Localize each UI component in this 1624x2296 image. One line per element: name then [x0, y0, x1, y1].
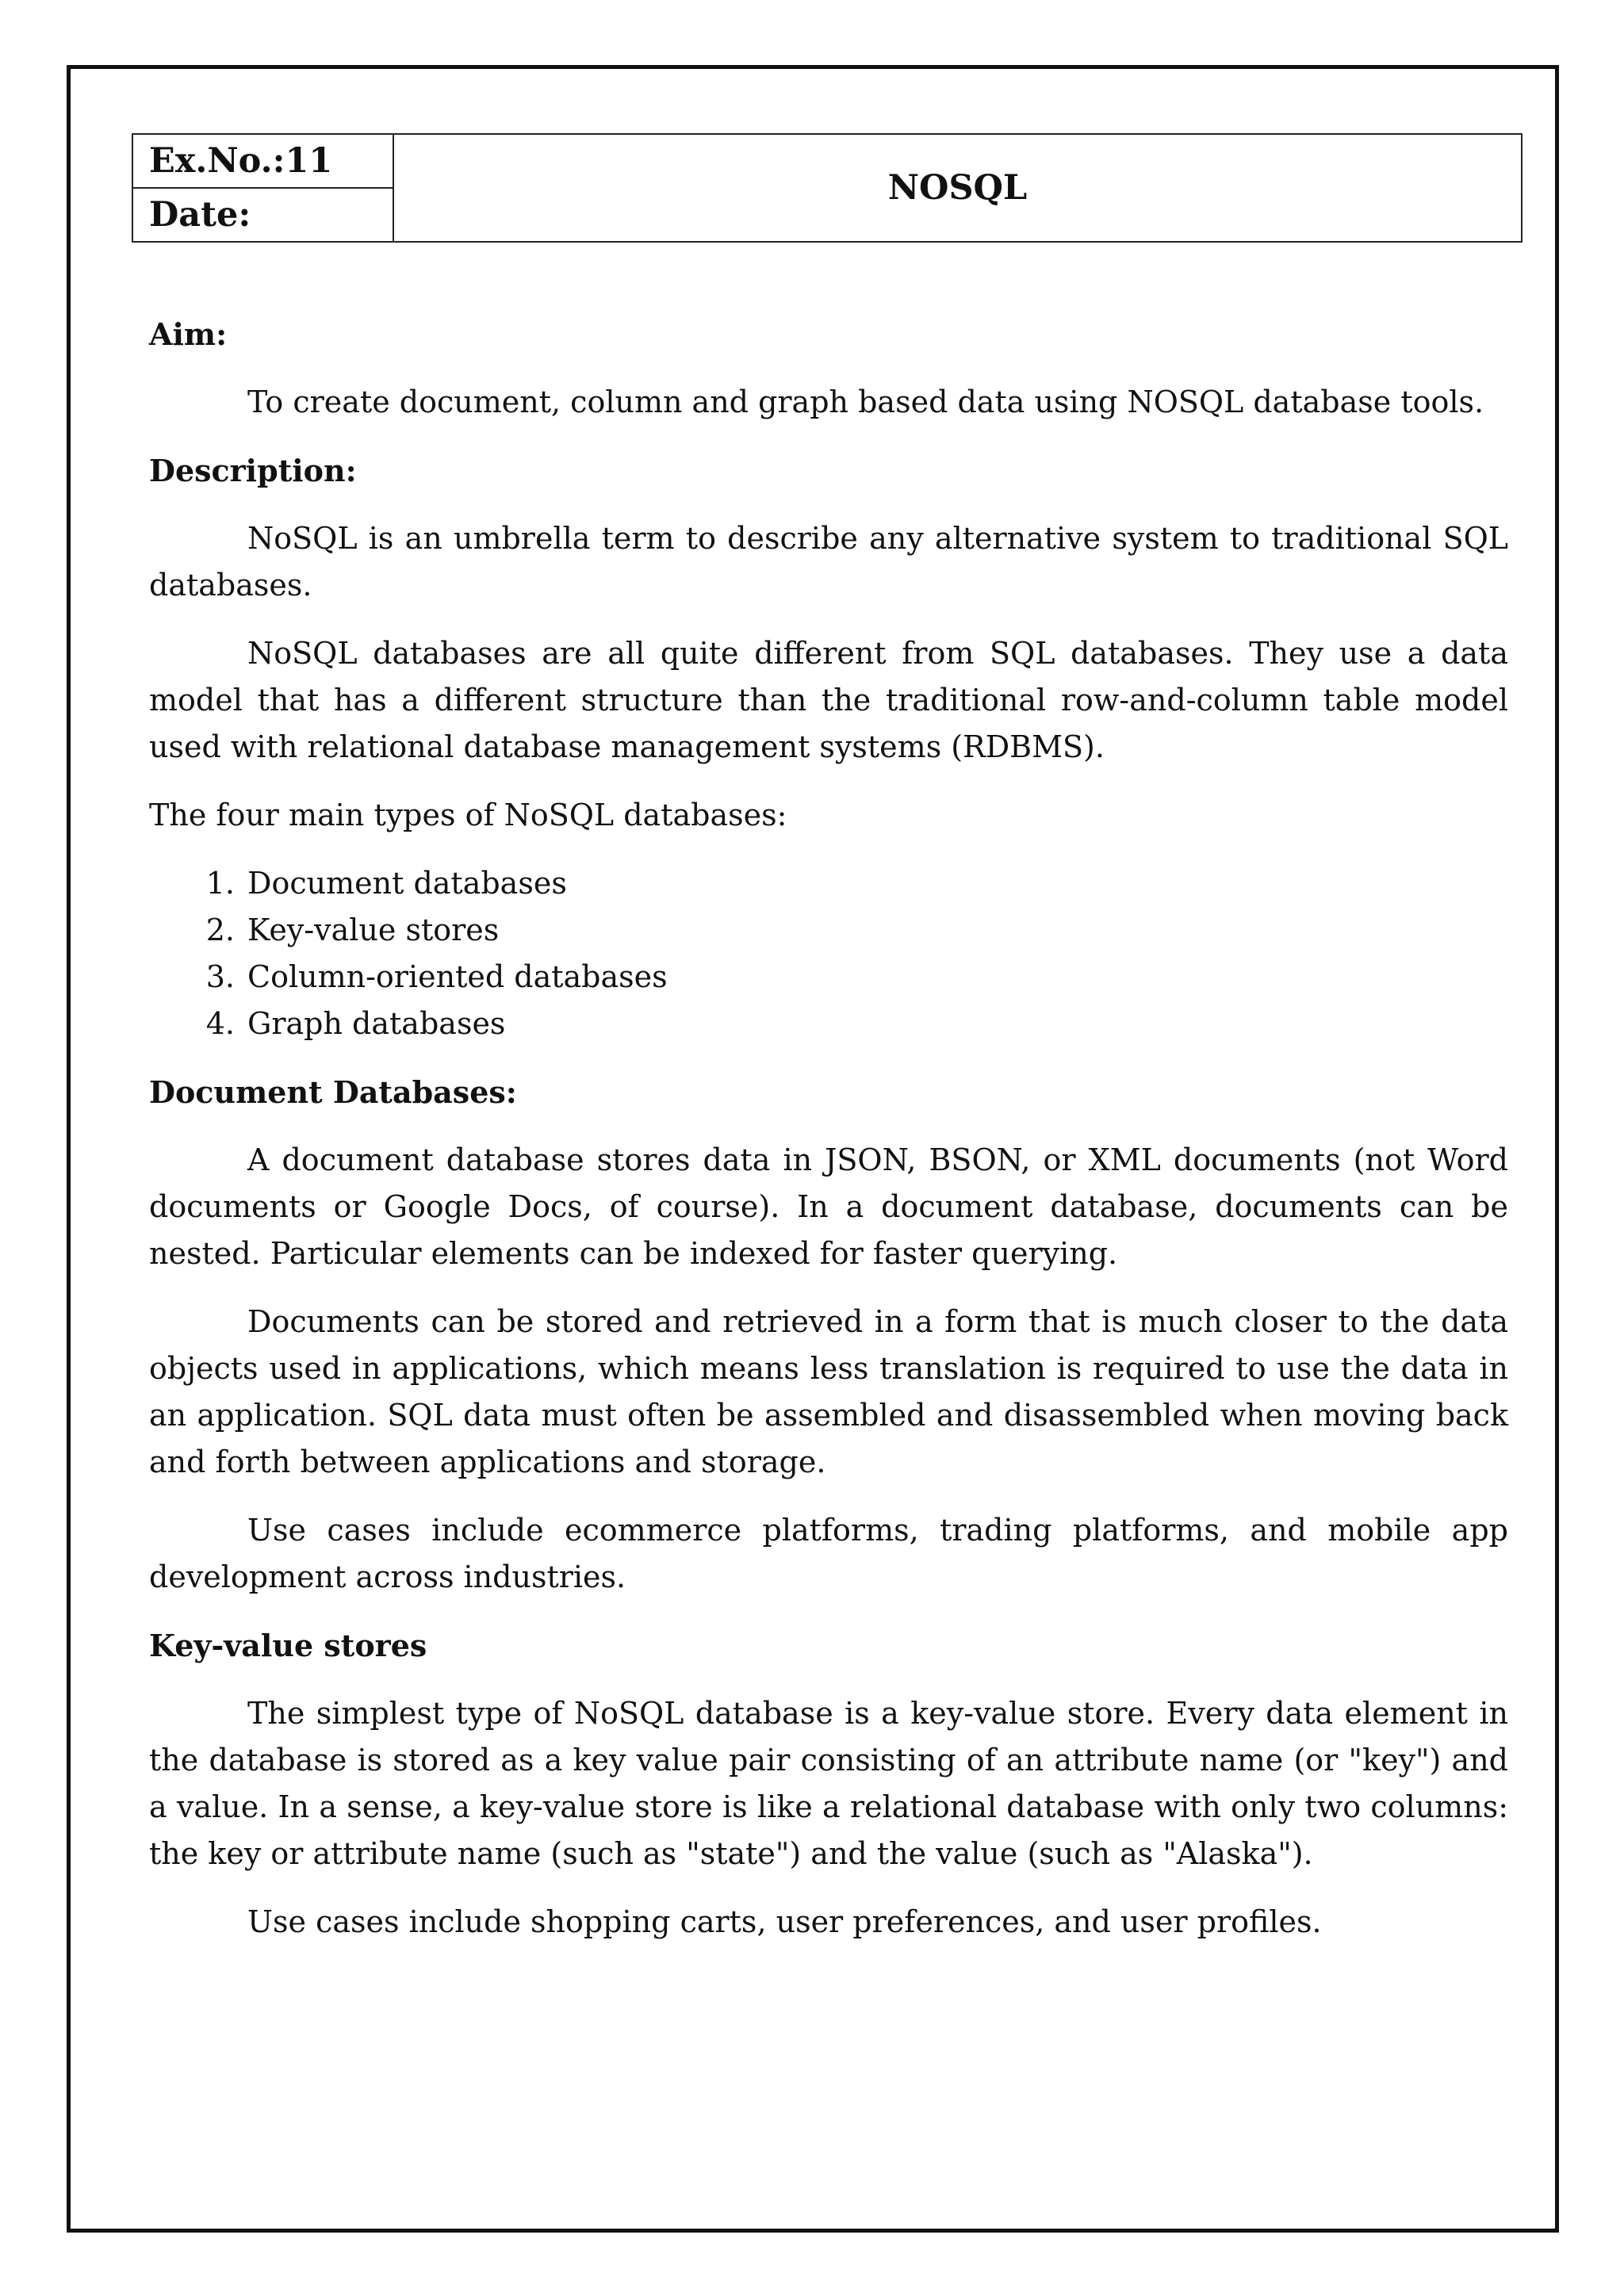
exercise-header-table: [132, 133, 1522, 243]
document-databases-heading: Document Databases:: [149, 1074, 517, 1110]
document-databases-paragraph: A document database stores data in JSON, BSON, or XML documents (not Word documents or Google Docs, of course). In a document database, documents can be nested. Particular elements can be indexed for faster querying.: [149, 1142, 1508, 1271]
exercise-title: NOSQL: [887, 168, 1028, 208]
aim-heading: Aim:: [149, 316, 228, 352]
aim-text: To create document, column and graph based data using NOSQL database tools.: [247, 385, 1484, 419]
key-value-stores-heading: Key-value stores: [149, 1628, 427, 1663]
list-item: [149, 954, 1508, 1001]
list-item-label: Graph databases: [247, 1006, 506, 1041]
key-value-stores-paragraph: Use cases include shopping carts, user preferences, and user profiles.: [247, 1904, 1322, 1939]
document-databases-paragraph: Use cases include ecommerce platforms, trading platforms, and mobile app development across industries.: [149, 1513, 1508, 1594]
list-item-number: 4.: [205, 1006, 235, 1041]
exercise-date: Date:: [133, 187, 393, 241]
description-heading: Description:: [149, 453, 357, 488]
nosql-types-list: [149, 860, 1508, 1047]
list-item-label: Key-value stores: [247, 913, 500, 947]
list-item: [149, 1001, 1508, 1047]
list-item: [149, 860, 1508, 907]
list-item-number: 1.: [205, 866, 235, 901]
list-item: [149, 907, 1508, 954]
description-paragraph: NoSQL databases are all quite different from SQL databases. They use a data model that has a different structure than the traditional row-and-column table model used with relational database management systems (RDBMS).: [149, 636, 1508, 764]
list-item-label: Document databases: [247, 866, 567, 901]
key-value-stores-paragraph: The simplest type of NoSQL database is a key-value store. Every data element in the database is stored as a key value pair consisting of an attribute name (or "key") and a value. In a sense, a key-value store is like a relational database with only two columns: the key or attribute name (such as "state") and the value (such as "Alaska").: [149, 1696, 1508, 1871]
types-intro: The four main types of NoSQL databases:: [149, 798, 787, 832]
header-left-column: [133, 135, 394, 241]
description-paragraph: NoSQL is an umbrella term to describe any alternative system to traditional SQL databases.: [149, 521, 1508, 603]
document-databases-paragraph: Documents can be stored and retrieved in a form that is much closer to the data objects used in applications, which means less translation is required to use the data in an application. SQL data must often be assembled and disassembled when moving back and forth between applications and storage.: [149, 1304, 1508, 1479]
list-item-label: Column-oriented databases: [247, 959, 668, 994]
list-item-number: 3.: [205, 959, 235, 994]
exercise-number: Ex.No.:11: [149, 141, 333, 181]
list-item-number: 2.: [205, 913, 235, 947]
document-body: [149, 311, 1508, 1967]
